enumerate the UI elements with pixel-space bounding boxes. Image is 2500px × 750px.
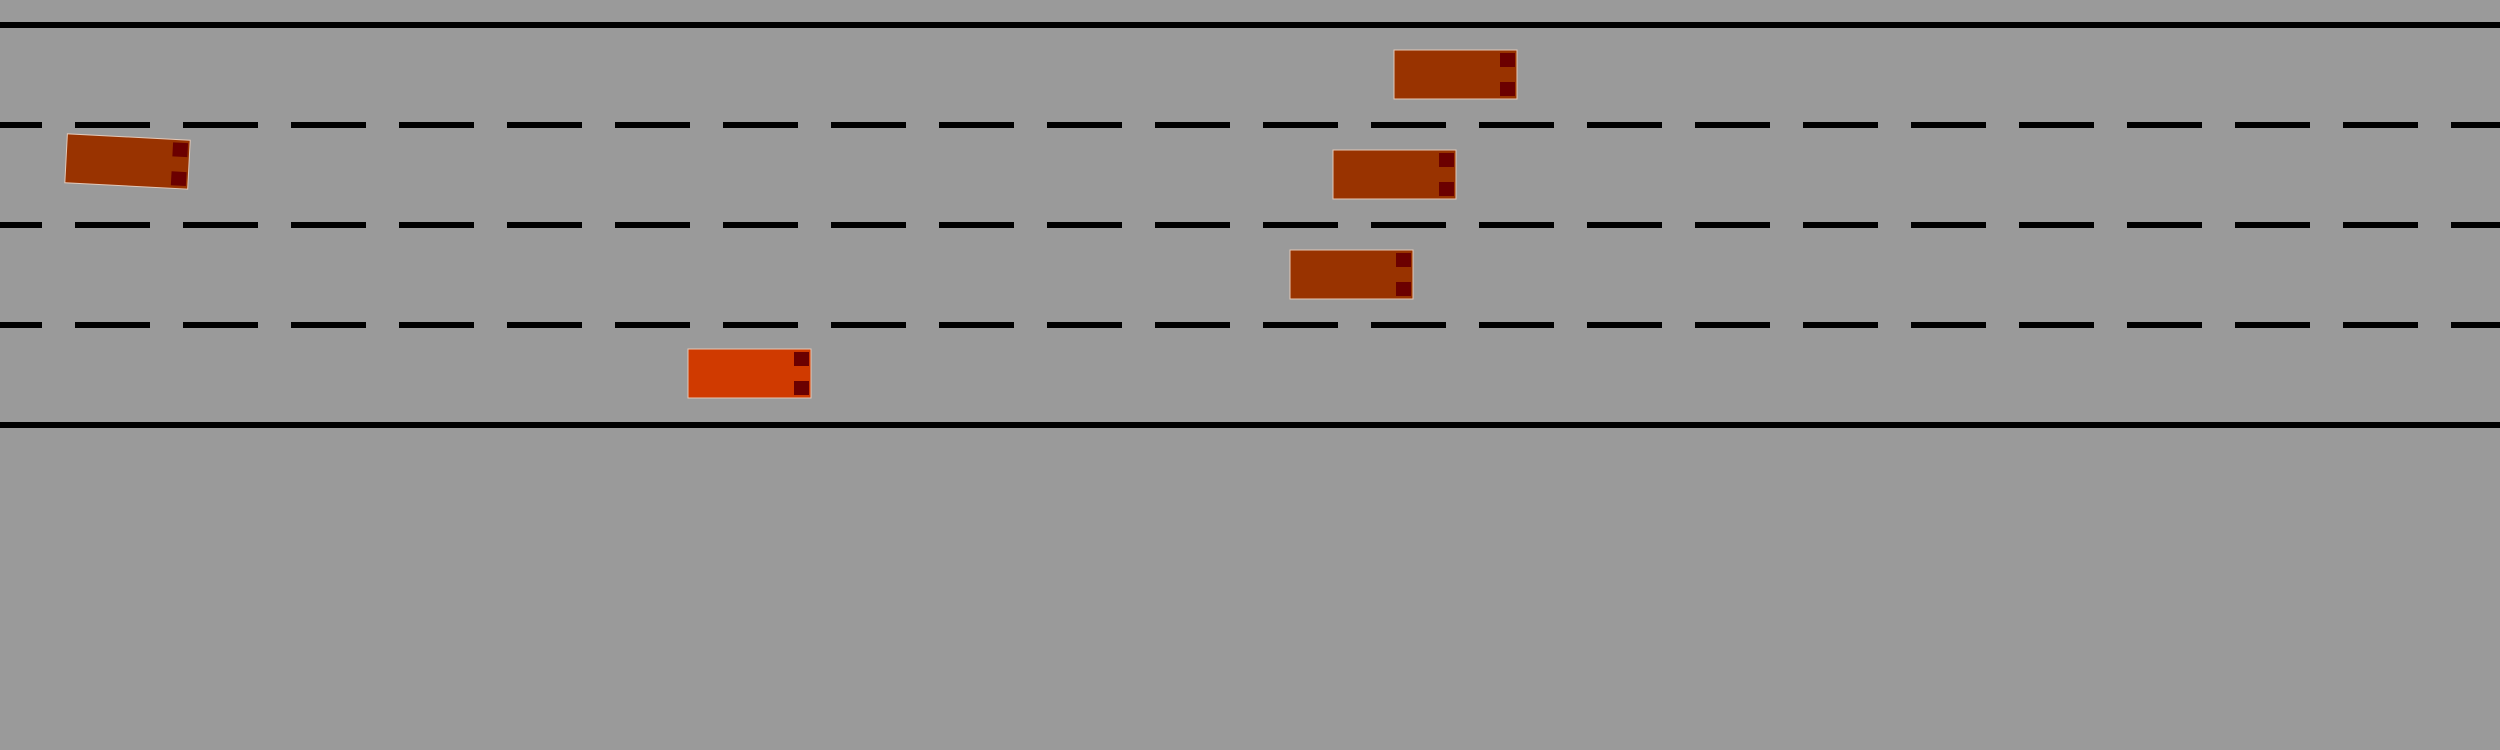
- vehicle-light: [172, 142, 188, 157]
- vehicle-2: [1333, 150, 1456, 199]
- vehicle-body: [1394, 50, 1517, 99]
- vehicle-4: [65, 134, 190, 189]
- vehicle-light: [1439, 182, 1454, 196]
- vehicle-light: [1500, 53, 1515, 67]
- vehicle-light: [1396, 253, 1411, 267]
- vehicle-light: [794, 352, 809, 366]
- vehicle-3: [1290, 250, 1413, 299]
- vehicle-light: [1439, 153, 1454, 167]
- vehicle-body: [688, 349, 811, 398]
- vehicle-body: [1333, 150, 1456, 199]
- vehicle-light: [171, 171, 187, 186]
- ego-vehicle: [688, 349, 811, 398]
- vehicle-1: [1394, 50, 1517, 99]
- vehicle-light: [1500, 82, 1515, 96]
- vehicle-light: [1396, 282, 1411, 296]
- vehicle-body: [1290, 250, 1413, 299]
- vehicle-light: [794, 381, 809, 395]
